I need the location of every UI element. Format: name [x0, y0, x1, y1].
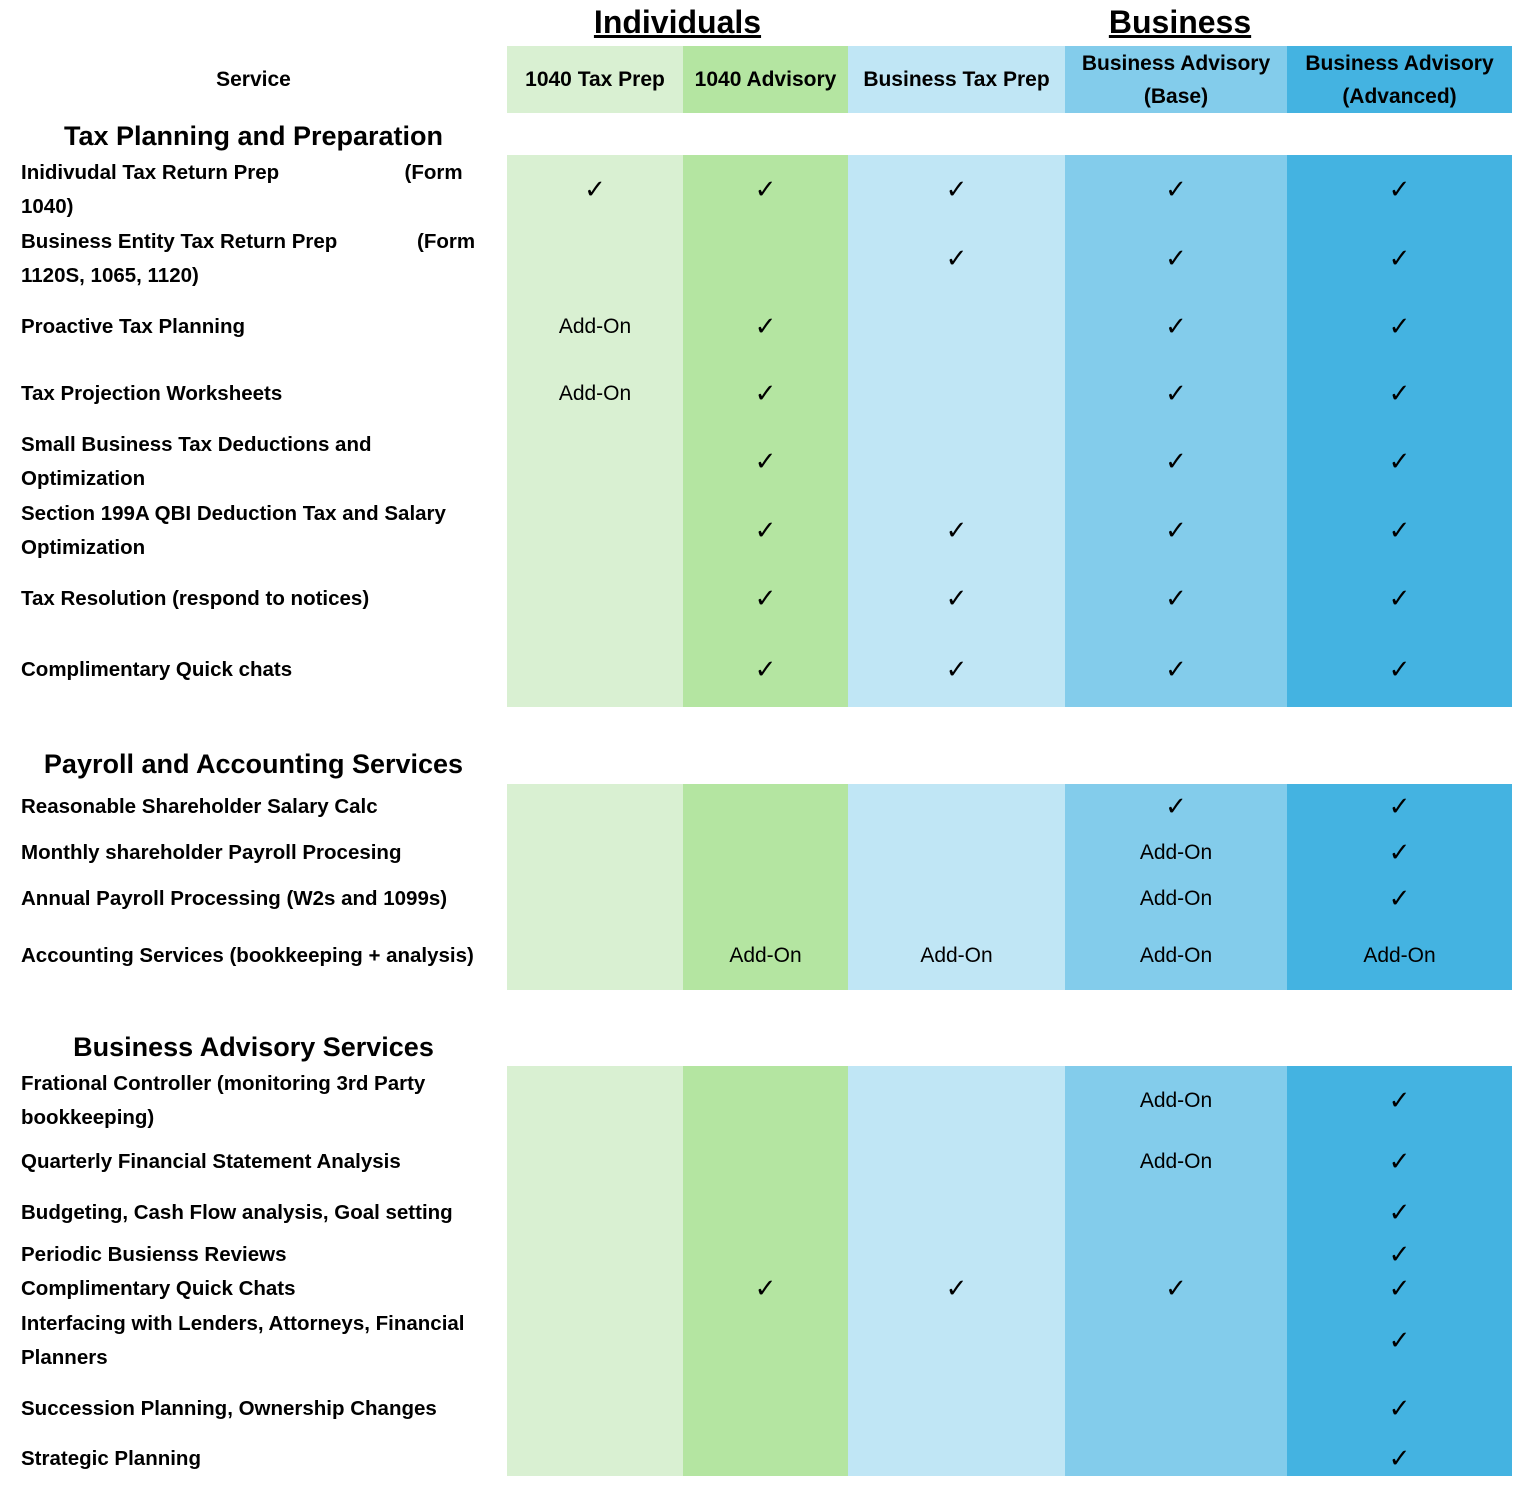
service-row-label — [21, 830, 483, 876]
service-row-label — [21, 1136, 483, 1187]
service-row-label-text — [21, 377, 282, 411]
checkmark-icon: ✓ — [1165, 175, 1187, 205]
service-label-line: Tax Projection Worksheets — [21, 382, 283, 405]
plan-header-line: Business Tax Prep — [863, 68, 1050, 91]
service-row-label — [21, 1375, 483, 1442]
service-row-label — [21, 360, 483, 428]
service-row-label-text — [21, 1272, 296, 1306]
service-row-label — [21, 1442, 483, 1476]
service-row-label-text — [21, 1442, 201, 1476]
checkmark-icon: ✓ — [945, 244, 968, 274]
checkmark-icon: ✓ — [1388, 1240, 1411, 1270]
checkmark-icon: ✓ — [1165, 515, 1187, 546]
plan-header-line: Business Advisory — [1305, 51, 1494, 75]
checkmark-icon: ✓ — [754, 311, 777, 342]
service-label-line: Planners — [21, 1345, 108, 1369]
checkmark-icon: ✓ — [584, 175, 606, 205]
service-label-line: Tax Resolution (respond to notices) — [21, 587, 370, 610]
add-on-label: Add-On — [1139, 841, 1213, 864]
plan-header-text — [1082, 47, 1270, 113]
checkmark-icon: ✓ — [754, 379, 777, 409]
service-label-line: 1120S, 1065, 1120) — [21, 264, 199, 287]
service-label-line: Strategic Planning — [21, 1447, 201, 1470]
service-label-line: Optimization — [21, 467, 146, 490]
plan-header-line: 1040 Advisory — [694, 68, 837, 91]
service-row-label-text — [21, 428, 372, 496]
checkmark-icon: ✓ — [1388, 584, 1411, 614]
plan-header-3 — [848, 46, 1065, 113]
service-row-label-text — [21, 790, 378, 824]
service-label-line: Complimentary Quick Chats — [21, 1277, 296, 1300]
service-row-label — [21, 1238, 483, 1272]
checkmark-icon: ✓ — [945, 584, 968, 614]
checkmark-icon: ✓ — [754, 515, 777, 546]
checkmark-icon: ✓ — [1165, 311, 1187, 342]
checkmark-icon: ✓ — [945, 655, 968, 685]
service-row-label-text — [21, 1196, 453, 1230]
service-label-line: Complimentary Quick chats — [21, 658, 293, 681]
plan-header-2 — [683, 46, 848, 113]
checkmark-icon: ✓ — [1388, 1274, 1411, 1304]
service-label-line: Frational Controller (monitoring 3rd Party — [21, 1072, 426, 1095]
plan-column-band — [683, 1066, 848, 1476]
service-row-label — [21, 1272, 483, 1306]
service-label-line: Accounting Services (bookkeeping + analysis) — [21, 944, 474, 967]
service-label-line: Monthly shareholder Payroll Procesing — [21, 841, 402, 864]
checkmark-icon: ✓ — [754, 584, 777, 614]
service-row-label — [21, 293, 483, 360]
section-title: Business Advisory Services — [73, 1031, 434, 1062]
plan-column-band — [507, 155, 683, 707]
checkmark-icon: ✓ — [1388, 1086, 1411, 1116]
service-row-label-text — [21, 582, 369, 616]
service-row-label — [21, 633, 483, 707]
service-label-line: Quarterly Financial Statement Analysis — [21, 1149, 401, 1173]
checkmark-icon: ✓ — [754, 447, 777, 477]
service-label-line: Budgeting, Cash Flow analysis, Goal setting — [21, 1200, 453, 1224]
service-row-label — [21, 922, 483, 990]
plan-header-line: 1040 Tax Prep — [525, 68, 665, 91]
add-on-label: Add-On — [1139, 887, 1213, 910]
plan-header-text — [695, 63, 837, 96]
service-row-label-text — [21, 497, 446, 565]
service-row-label — [21, 428, 483, 496]
plan-header-line: (Advanced) — [1342, 84, 1457, 108]
checkmark-icon: ✓ — [1388, 244, 1411, 274]
checkmark-icon: ✓ — [1165, 1274, 1187, 1304]
checkmark-icon: ✓ — [1165, 792, 1187, 822]
checkmark-icon: ✓ — [1388, 1393, 1411, 1424]
add-on-label: Add-On — [558, 314, 632, 338]
plan-header-text — [863, 63, 1049, 96]
checkmark-icon: ✓ — [1388, 838, 1411, 868]
service-column-header: Service — [216, 67, 291, 91]
plan-header-text — [1305, 47, 1493, 113]
service-row-label-text — [21, 156, 463, 224]
service-row-label-text — [21, 882, 447, 916]
plan-header-5 — [1287, 46, 1512, 113]
service-label-line: Proactive Tax Planning — [21, 314, 246, 338]
service-label-line: Reasonable Shareholder Salary Calc — [21, 795, 378, 818]
service-row-label — [21, 565, 483, 633]
service-row-label-text — [21, 1238, 286, 1272]
service-row-label — [21, 225, 483, 293]
section-title: Tax Planning and Preparation — [63, 120, 444, 151]
group-title-individuals: Individuals — [593, 4, 762, 40]
service-row-label-text — [21, 1145, 401, 1179]
checkmark-icon: ✓ — [1165, 447, 1187, 477]
section-title: Payroll and Accounting Services — [43, 748, 464, 779]
service-row-label — [21, 155, 483, 225]
checkmark-icon: ✓ — [754, 1274, 777, 1304]
add-on-label: Add-On — [1139, 1149, 1213, 1173]
add-on-label: Add-On — [558, 382, 632, 405]
checkmark-icon: ✓ — [1165, 379, 1187, 409]
checkmark-icon: ✓ — [1165, 655, 1187, 685]
checkmark-icon: ✓ — [1388, 515, 1411, 546]
checkmark-icon: ✓ — [1388, 1197, 1411, 1228]
checkmark-icon: ✓ — [945, 515, 968, 546]
service-row-label-text — [21, 310, 245, 344]
service-label-line: Annual Payroll Processing (W2s and 1099s) — [21, 887, 448, 910]
service-label-line: Periodic Busienss Reviews — [21, 1243, 287, 1266]
checkmark-icon: ✓ — [1388, 1325, 1411, 1356]
plan-header-1 — [507, 46, 683, 113]
add-on-label: Add-On — [1139, 944, 1213, 967]
service-label-line: 1040) — [21, 195, 74, 218]
plan-header-4 — [1065, 46, 1287, 113]
service-label-line: Interfacing with Lenders, Attorneys, Financial — [21, 1311, 465, 1335]
service-label-line: Inidivudal Tax Return Prep (Form — [21, 161, 463, 184]
service-row-label-text — [21, 1392, 437, 1426]
add-on-label: Add-On — [1363, 944, 1436, 967]
service-label-line: Section 199A QBI Deduction Tax and Salary — [21, 501, 446, 525]
service-row-label — [21, 1306, 483, 1375]
checkmark-icon: ✓ — [1388, 379, 1411, 409]
checkmark-icon: ✓ — [1165, 244, 1187, 274]
plan-column-band — [848, 1066, 1065, 1476]
service-row-label-text — [21, 836, 401, 870]
plan-header-line: Business Advisory — [1081, 51, 1271, 75]
checkmark-icon: ✓ — [1388, 311, 1411, 342]
checkmark-icon: ✓ — [1388, 175, 1411, 205]
plan-column-band — [507, 1066, 683, 1476]
add-on-label: Add-On — [729, 944, 802, 967]
service-label-line: Succession Planning, Ownership Changes — [21, 1396, 437, 1420]
service-row-label-text — [21, 653, 292, 687]
service-label-line: bookkeeping) — [21, 1106, 155, 1129]
plan-header-text — [525, 63, 665, 96]
plan-header-line: (Base) — [1143, 84, 1209, 108]
checkmark-icon: ✓ — [945, 175, 968, 205]
service-row-label — [21, 1187, 483, 1238]
service-label-line: Small Business Tax Deductions and — [21, 433, 372, 456]
service-row-label — [21, 496, 483, 565]
service-row-label — [21, 876, 483, 922]
checkmark-icon: ✓ — [1388, 655, 1411, 685]
checkmark-icon: ✓ — [1388, 447, 1411, 477]
service-label-line: Business Entity Tax Return Prep (Form — [21, 230, 476, 253]
checkmark-icon: ✓ — [754, 175, 777, 205]
add-on-label: Add-On — [1139, 1089, 1213, 1112]
group-title-business: Business — [1108, 4, 1252, 40]
plan-column-band — [507, 784, 683, 990]
checkmark-icon: ✓ — [945, 1274, 968, 1304]
checkmark-icon: ✓ — [1388, 1444, 1411, 1474]
checkmark-icon: ✓ — [1165, 584, 1187, 614]
service-row-label-text — [21, 225, 475, 293]
service-row-label-text — [21, 1067, 425, 1135]
service-row-label — [21, 1066, 483, 1136]
checkmark-icon: ✓ — [1388, 884, 1411, 914]
service-row-label-text — [21, 1307, 464, 1375]
service-label-line: Optimization — [21, 535, 146, 559]
checkmark-icon: ✓ — [1388, 1146, 1411, 1177]
add-on-label: Add-On — [920, 944, 993, 967]
service-row-label-text — [21, 939, 474, 973]
checkmark-icon: ✓ — [1388, 792, 1411, 822]
checkmark-icon: ✓ — [754, 655, 777, 685]
service-row-label — [21, 784, 483, 830]
